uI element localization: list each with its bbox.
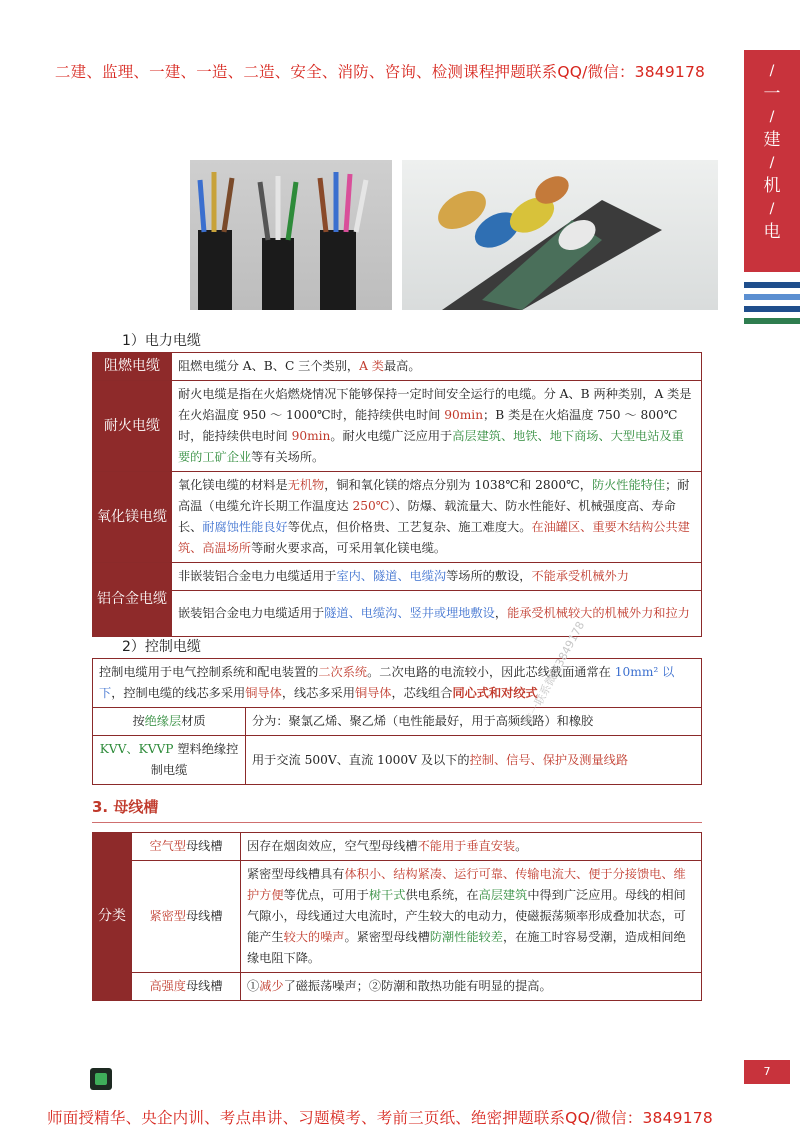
side-stripe — [744, 294, 800, 300]
side-tab-char: 机 — [763, 176, 781, 196]
busway-type: 空气型母线槽 — [132, 833, 241, 861]
side-stripe — [744, 306, 800, 312]
page-number: 7 — [744, 1060, 790, 1084]
kvv-value: 用于交流 500V、直流 1000V 及以下的控制、信号、保护及测量线路 — [246, 736, 702, 785]
table-row — [93, 381, 702, 472]
busway-desc: ①减少了磁振荡噪声；②防潮和散热功能有明显的提高。 — [241, 973, 702, 1001]
busway-type: 高强度母线槽 — [132, 973, 241, 1001]
busway-desc: 因存在烟囱效应，空气型母线槽不能用于垂直安装。 — [241, 833, 702, 861]
row-content: 非嵌装铝合金电力电缆适用于室内、隧道、电缆沟等场所的敷设，不能承受机械外力 — [172, 563, 702, 591]
watermark-text: 唯一联系微信3849178 — [521, 619, 588, 728]
side-tab-char: 一 — [763, 84, 781, 104]
busway-group-label: 分类 — [93, 833, 132, 1001]
busway-table — [92, 832, 702, 1001]
table-row — [93, 591, 702, 637]
publisher-logo — [90, 1068, 112, 1090]
table-row — [93, 353, 702, 381]
busway-desc: 紧密型母线槽具有体积小、结构紧凑、运行可靠、传输电流大、便于分接馈电、维护方便等优点，可用于树干式供电系统，在高层建筑中得到广泛应用。母线的相间气隙小，母线通过大电流时，产生较大的电动力，使磁振荡频率形成叠加状态，可能产生较大的噪声。紧密型母线槽防潮性能较差，在施工时容易受潮，造成相间绝缘电阻下降。 — [241, 861, 702, 973]
control-intro: 控制电缆用于电气控制系统和配电装置的二次系统。二次电路的电流较小，因此芯线截面通常在 10mm² 以下，控制电缆的线芯多采用铜导体，线芯多采用铜导体，芯线组合同心式和对绞式 — [93, 659, 702, 708]
control-cable-table — [92, 658, 702, 785]
table-row — [93, 708, 702, 736]
row-content: 嵌装铝合金电力电缆适用于隧道、电缆沟、竖井或埋地敷设，能承受机械较大的机械外力和拉力 — [172, 591, 702, 637]
table-row — [93, 472, 702, 563]
busway-title-rule — [92, 822, 702, 823]
control-cable-heading: 2）控制电缆 — [122, 639, 201, 655]
row-label: 氧化镁电缆 — [93, 472, 172, 563]
side-tab-char: 电 — [763, 222, 781, 242]
table-row — [93, 736, 702, 785]
row-content: 阻燃电缆分 A、B、C 三个类别，A 类最高。 — [172, 353, 702, 381]
insulation-value: 分为：聚氯乙烯、聚乙烯（电性能最好，用于高频线路）和橡胶 — [246, 708, 702, 736]
insulation-label: 按绝缘层材质 — [93, 708, 246, 736]
promo-banner-top: 二建、监理、一建、一造、二造、安全、消防、咨询、检测课程押题联系QQ/微信：3849178 — [54, 63, 706, 81]
busway-title: 3. 母线槽 — [92, 798, 159, 816]
busway-type: 紧密型母线槽 — [132, 861, 241, 973]
side-tab-char: 建 — [763, 130, 781, 150]
table-row — [93, 861, 702, 973]
chapter-side-tab: / 一 / 建 / 机 / 电 — [744, 50, 800, 272]
power-cable-heading: 1）电力电缆 — [122, 333, 201, 349]
row-label: 阻燃电缆 — [93, 353, 172, 381]
promo-banner-bottom: 师面授精华、央企内训、考点串讲、习题模考、考前三页纸、绝密押题联系QQ/微信：3849178 — [47, 1109, 713, 1127]
table-row — [93, 659, 702, 708]
kvv-label: KVV、KVVP 塑料绝缘控制电缆 — [93, 736, 246, 785]
row-content: 氧化镁电缆的材料是无机物，铜和氧化镁的熔点分别为 1038℃和 2800℃，防火性能特佳；耐高温（电缆允许长期工作温度达 250℃）、防爆、载流量大、防水性能好、机械强度高、寿命长、耐腐蚀性能良好等优点，但价格贵、工艺复杂、施工难度大。在油罐区、重要木结构公共建筑、高温场所等耐火要求高，可采用氧化镁电缆。 — [172, 472, 702, 563]
table-row — [93, 833, 702, 861]
side-stripe — [744, 318, 800, 324]
cable-photo-left — [190, 160, 392, 310]
cable-photo-right — [402, 160, 718, 310]
power-cable-table — [92, 352, 702, 637]
table-row — [93, 973, 702, 1001]
side-stripe — [744, 282, 800, 288]
row-content: 耐火电缆是指在火焰燃烧情况下能够保持一定时间安全运行的电缆。分 A、B 两种类别，A 类是在火焰温度 950 ～ 1000℃时，能持续供电时间 90min；B 类是在火焰温度 750 ～ 800℃时，能持续供电时间 90min。耐火电缆广泛应用于高层建筑、地铁、地下商场、大型电站及重要的工矿企业等有关场所。 — [172, 381, 702, 472]
table-row — [93, 563, 702, 591]
row-label: 耐火电缆 — [93, 381, 172, 472]
row-label: 铝合金电缆 — [93, 563, 172, 637]
